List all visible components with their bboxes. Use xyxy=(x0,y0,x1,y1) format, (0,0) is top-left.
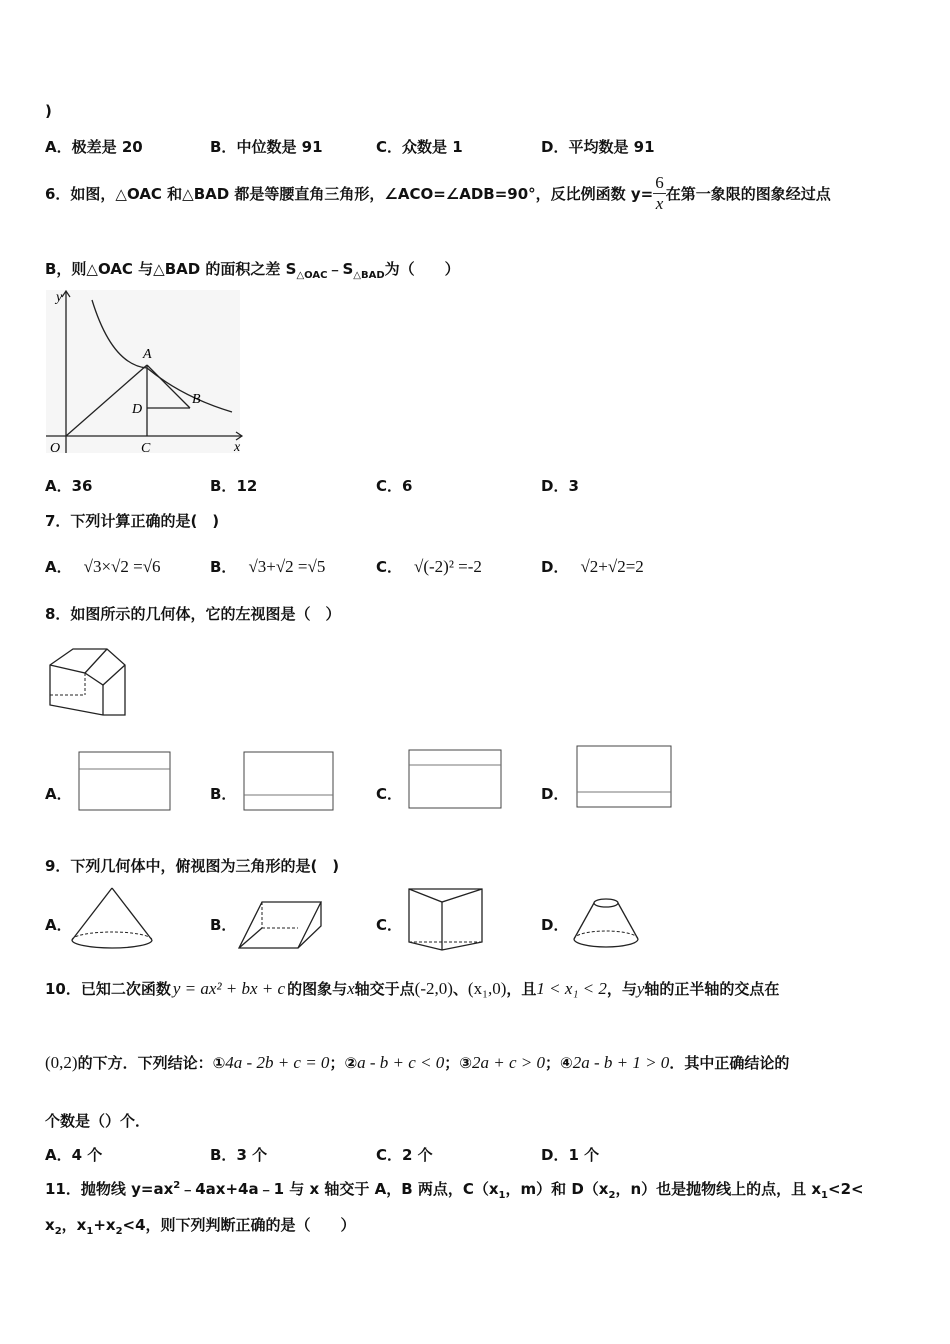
q8-option-b-label[interactable]: B． xyxy=(210,785,237,803)
q8-option-a-label[interactable]: A． xyxy=(45,785,72,803)
q7-option-c[interactable] xyxy=(376,556,482,577)
text: 为（ ） xyxy=(384,260,460,278)
formula: 1 < x₁ < 2 xyxy=(536,979,607,998)
text: 、 xyxy=(452,980,468,998)
option-label: D． xyxy=(541,558,569,576)
text: ；③ xyxy=(444,1054,472,1072)
q10-stem-line3: 个数是（）个． xyxy=(45,1112,151,1130)
q10-stem-line2 xyxy=(45,1052,789,1073)
option-formula: √2+√2=2 xyxy=(580,557,644,576)
text: ；② xyxy=(329,1054,358,1072)
q6-stem-post: 在第一象限的图象经过点 xyxy=(665,185,831,203)
text: 11．抛物线 y=ax xyxy=(45,1180,174,1198)
option-label: D． xyxy=(541,477,569,495)
option-label: A． xyxy=(45,558,72,576)
subscript: 2 xyxy=(115,1226,123,1237)
text: 10．已知二次函数 xyxy=(45,980,171,998)
q7-option-d[interactable] xyxy=(541,556,644,577)
option-text: 36 xyxy=(71,477,93,495)
q6-fraction xyxy=(653,173,666,214)
option-label: C． xyxy=(376,477,403,495)
q6-option-d[interactable] xyxy=(541,475,579,496)
label-y: y xyxy=(56,290,63,305)
q9-option-c-label[interactable]: C． xyxy=(376,916,403,934)
q5-option-d[interactable] xyxy=(541,136,655,157)
q9-option-d-frustum[interactable] xyxy=(570,893,642,951)
formula: 4a - 2b + c = 0 xyxy=(225,1053,330,1072)
option-label: C． xyxy=(376,138,403,156)
text: ，n）也是抛物线上的点，且 x xyxy=(615,1180,822,1198)
text: 的图象与 xyxy=(287,980,348,998)
q8-option-d-label[interactable]: D． xyxy=(541,785,569,803)
formula: a - b + c < 0 xyxy=(357,1053,445,1072)
option-label: D． xyxy=(541,1146,569,1164)
option-formula: √(-2)² =-2 xyxy=(414,557,482,576)
text: 的下方．下列结论：① xyxy=(77,1054,226,1072)
label-o: O xyxy=(50,441,61,456)
option-label: B． xyxy=(210,558,237,576)
q9-option-b-label[interactable]: B． xyxy=(210,916,237,934)
text: B，则△OAC 与△BAD 的面积之差 S xyxy=(45,260,297,278)
formula: 2a - b + 1 > 0 xyxy=(572,1053,670,1072)
q11-stem-line1 xyxy=(45,1178,864,1201)
label-d: D xyxy=(132,402,143,417)
q10-option-b[interactable] xyxy=(210,1144,267,1165)
q5-continuation: ) xyxy=(45,102,52,120)
q8-stem: 8．如图所示的几何体，它的左视图是（ ） xyxy=(45,605,341,623)
option-text: 平均数是 91 xyxy=(568,138,655,156)
q6-option-a[interactable] xyxy=(45,475,92,496)
subscript: 1 xyxy=(86,1226,94,1237)
text: ，与 xyxy=(606,980,637,998)
option-label: D． xyxy=(541,138,569,156)
q7-option-a[interactable] xyxy=(45,556,161,577)
q6-figure xyxy=(42,285,247,460)
formula: (x₁,0) xyxy=(467,979,507,998)
fraction-numerator: 6 xyxy=(655,173,664,192)
fraction-denominator: x xyxy=(655,194,664,213)
label-a: A xyxy=(143,347,152,362)
q9-option-b-prism[interactable] xyxy=(236,898,326,952)
q9-option-a-cone[interactable] xyxy=(68,885,156,951)
text: ，x xyxy=(61,1216,87,1234)
q10-stem-line1 xyxy=(45,978,779,999)
option-label: C． xyxy=(376,1146,403,1164)
q8-option-c-label[interactable]: C． xyxy=(376,785,403,803)
q8-option-a-view[interactable] xyxy=(78,751,172,813)
q5-option-b[interactable] xyxy=(210,136,323,157)
formula: (-2,0) xyxy=(414,979,453,998)
q9-option-c-prism[interactable] xyxy=(404,884,486,954)
q6-stem-line1 xyxy=(45,173,831,214)
q11-stem-line2 xyxy=(45,1214,356,1237)
text: ﹣4ax+4a﹣1 与 x 轴交于 A，B 两点，C（x xyxy=(180,1180,499,1198)
q6-option-c[interactable] xyxy=(376,475,412,496)
label-b: B xyxy=(192,392,201,407)
text: x xyxy=(45,1216,55,1234)
option-text: 4 个 xyxy=(71,1146,103,1164)
q8-option-d-view[interactable] xyxy=(576,745,673,810)
formula: x xyxy=(347,979,355,998)
option-text: 12 xyxy=(236,477,258,495)
option-label: C． xyxy=(376,558,403,576)
q9-option-a-label[interactable]: A． xyxy=(45,916,72,934)
q5-option-a[interactable] xyxy=(45,136,143,157)
q8-option-b-view[interactable] xyxy=(243,751,335,813)
option-label: A． xyxy=(45,477,72,495)
text: <4，则下列判断正确的是（ ） xyxy=(122,1216,356,1234)
subscript: 1 xyxy=(821,1190,828,1201)
q9-option-d-label[interactable]: D． xyxy=(541,916,569,934)
formula: y xyxy=(636,979,645,998)
q6-option-b[interactable] xyxy=(210,475,257,496)
label-x: x xyxy=(234,440,241,455)
option-label: B． xyxy=(210,138,237,156)
q10-option-a[interactable] xyxy=(45,1144,102,1165)
option-text: 6 xyxy=(402,477,413,495)
subscript: △BAD xyxy=(353,270,385,281)
text: 轴交于点 xyxy=(354,980,415,998)
option-text: 1 个 xyxy=(568,1146,600,1164)
subscript: △OAC xyxy=(296,270,328,281)
text: ，m）和 D（x xyxy=(505,1180,609,1198)
option-label: A． xyxy=(45,1146,72,1164)
q7-stem: 7．下列计算正确的是( ) xyxy=(45,512,220,530)
option-label: B． xyxy=(210,477,237,495)
text: 轴的正半轴的交点在 xyxy=(644,980,780,998)
option-text: 3 xyxy=(568,477,579,495)
label-c: C xyxy=(141,441,151,456)
text: +x xyxy=(93,1216,116,1234)
option-text: 众数是 1 xyxy=(402,138,463,156)
q6-stem-line2 xyxy=(45,258,460,281)
text: <2< xyxy=(828,1180,864,1198)
option-formula: √3+√2 =√5 xyxy=(248,557,326,576)
q8-option-c-view[interactable] xyxy=(408,749,503,811)
q7-option-b[interactable] xyxy=(210,556,325,577)
option-formula: √3×√2 =√6 xyxy=(83,557,161,576)
q5-option-c[interactable] xyxy=(376,136,463,157)
q10-option-d[interactable] xyxy=(541,1144,599,1165)
option-label: A． xyxy=(45,138,72,156)
option-text: 3 个 xyxy=(236,1146,268,1164)
option-label: B． xyxy=(210,1146,237,1164)
option-text: 极差是 20 xyxy=(71,138,143,156)
subscript: 2 xyxy=(54,1226,62,1237)
q10-option-c[interactable] xyxy=(376,1144,433,1165)
text: ﹣S xyxy=(327,260,354,278)
option-text: 中位数是 91 xyxy=(236,138,323,156)
formula: 2a + c > 0 xyxy=(472,1053,545,1072)
subscript: 1 xyxy=(498,1190,506,1201)
option-text: 2 个 xyxy=(402,1146,433,1164)
formula: (0,2) xyxy=(45,1053,78,1072)
q8-solid-figure xyxy=(45,645,130,720)
superscript: 2 xyxy=(173,1180,181,1191)
text: ．其中正确结论的 xyxy=(669,1054,790,1072)
text: ；④ xyxy=(545,1054,573,1072)
subscript: 2 xyxy=(608,1190,616,1201)
formula: y = ax² + bx + c xyxy=(172,979,286,998)
text: ，且 xyxy=(506,980,537,998)
q9-stem: 9．下列几何体中，俯视图为三角形的是( ) xyxy=(45,857,340,875)
q6-stem-pre: 6．如图，△OAC 和△BAD 都是等腰直角三角形，∠ACO=∠ADB=90°，反比例函数 y= xyxy=(45,185,654,203)
